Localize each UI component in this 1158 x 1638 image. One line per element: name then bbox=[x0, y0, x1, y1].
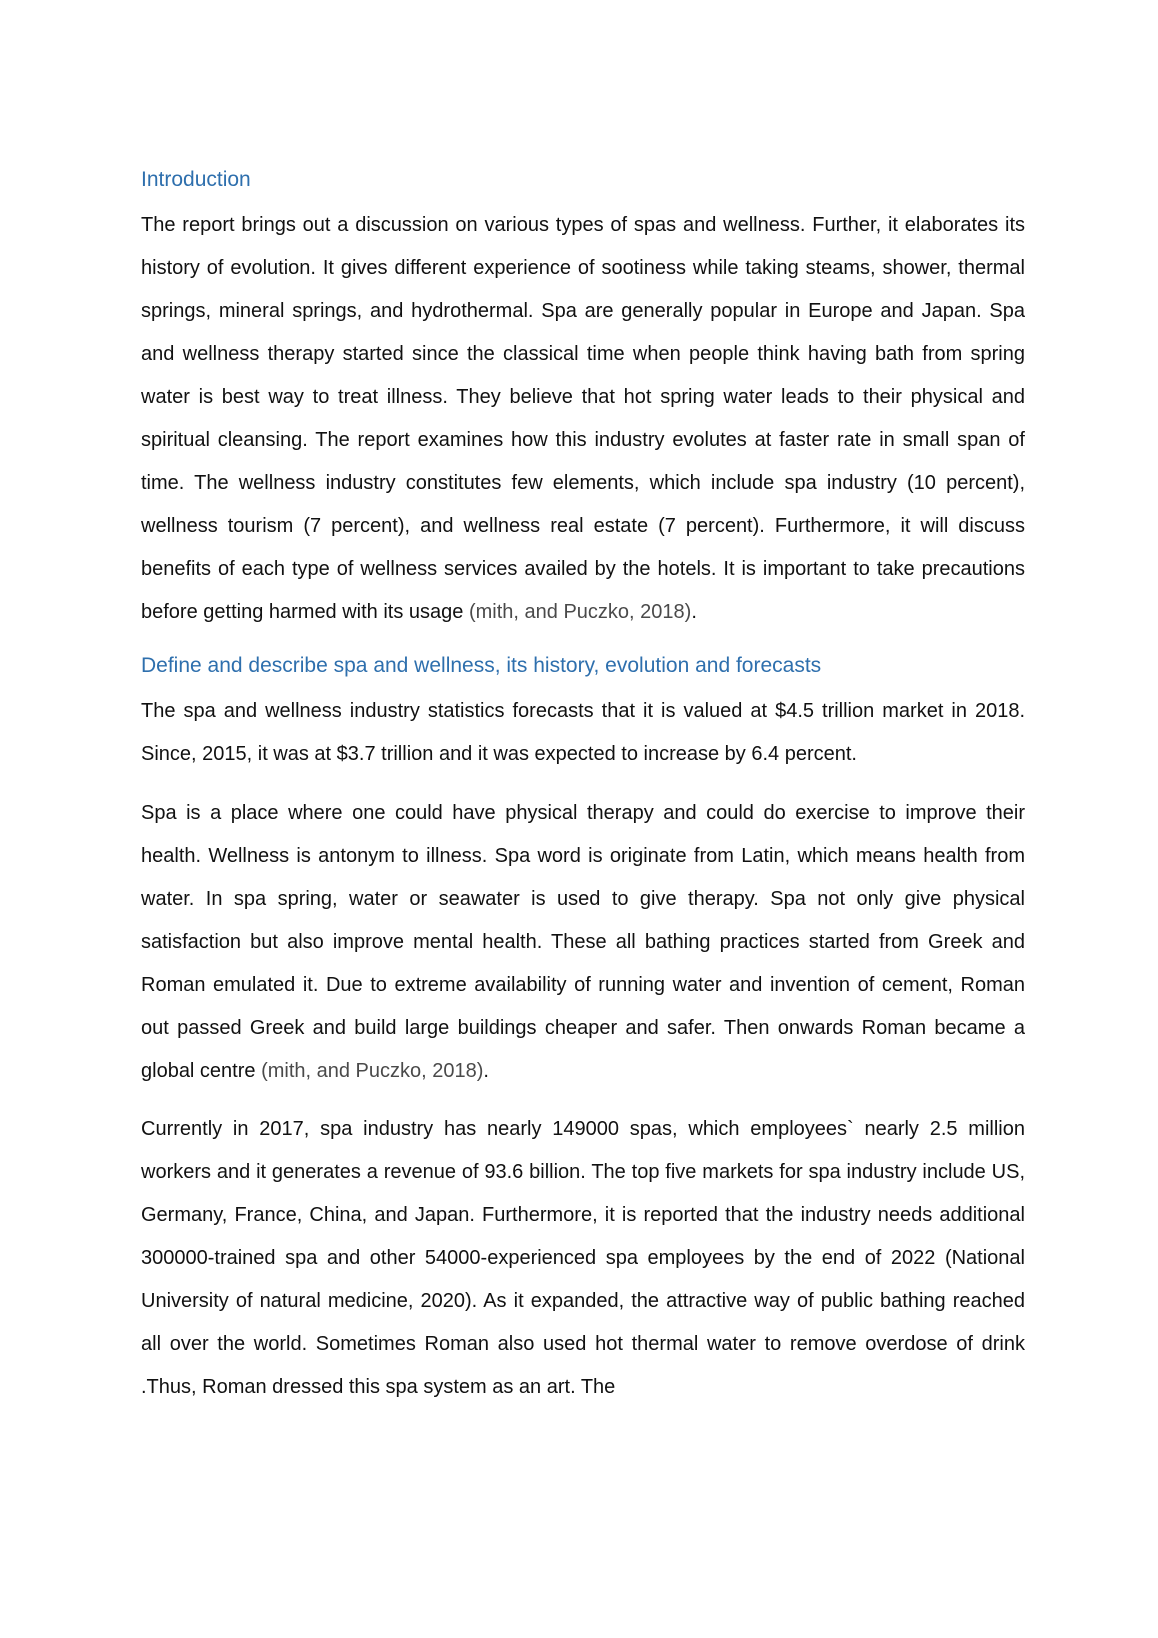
history-paragraph bbox=[141, 792, 1025, 1093]
paragraph-tail: . bbox=[691, 601, 697, 623]
paragraph-text: Currently in 2017, spa industry has nearly 149000 spas, which employees` nearly 2.5 million workers and it generates a revenue of 93.6 billion. The top five markets for spa industry include US, Germany, France, China, and Japan. Furthermore, it is reported that the industry needs additional 300000-trained spa and other 54000-experienced spa employees by the end of 2022 (National University of natural medicine, 2020). As it expanded, the attractive way of public bathing reached all over the world. Sometimes Roman also used hot thermal water to remove overdose of drink .Thus, Roman dressed this spa system as an art. The bbox=[141, 1118, 1025, 1398]
introduction-paragraph bbox=[141, 204, 1025, 634]
paragraph-text: The report brings out a discussion on various types of spas and wellness. Further, it elaborates its history of evolution. It gives different experience of sootiness while taking steams, shower, thermal springs, mineral springs, and hydrothermal. Spa are generally popular in Europe and Japan. Spa and wellness therapy started since the classical time when people think having bath from spring water is best way to treat illness. They believe that hot spring water leads to their physical and spiritual cleansing. The report examines how this industry evolutes at faster rate in small span of time. The wellness industry constitutes few elements, which include spa industry (10 percent), wellness tourism (7 percent), and wellness real estate (7 percent). Furthermore, it will discuss benefits of each type of wellness services availed by the hotels. It is important to take precautions before getting harmed with its usage bbox=[141, 214, 1025, 623]
paragraph-tail: . bbox=[483, 1060, 489, 1082]
document-body bbox=[141, 158, 1025, 1409]
section-heading-introduction: Introduction bbox=[141, 168, 251, 191]
citation: (mith, and Puczko, 2018) bbox=[468, 601, 692, 623]
industry-statistics-paragraph bbox=[141, 1108, 1025, 1409]
forecast-paragraph bbox=[141, 690, 1025, 776]
section-heading-define-spa-wellness: Define and describe spa and wellness, its history, evolution and forecasts bbox=[141, 654, 822, 677]
paragraph-text: The spa and wellness industry statistics forecasts that it is valued at $4.5 trillion market in 2018. Since, 2015, it was at $3.7 trillion and it was expected to increase by 6.4 percent. bbox=[141, 700, 1025, 765]
paragraph-text: Spa is a place where one could have physical therapy and could do exercise to improve their health. Wellness is antonym to illness. Spa word is originate from Latin, which means health from water. In spa spring, water or seawater is used to give therapy. Spa not only give physical satisfaction but also improve mental health. These all bathing practices started from Greek and Roman emulated it. Due to extreme availability of running water and invention of cement, Roman out passed Greek and build large buildings cheaper and safer. Then onwards Roman became a global centre bbox=[141, 802, 1025, 1082]
citation: (mith, and Puczko, 2018) bbox=[261, 1060, 484, 1082]
